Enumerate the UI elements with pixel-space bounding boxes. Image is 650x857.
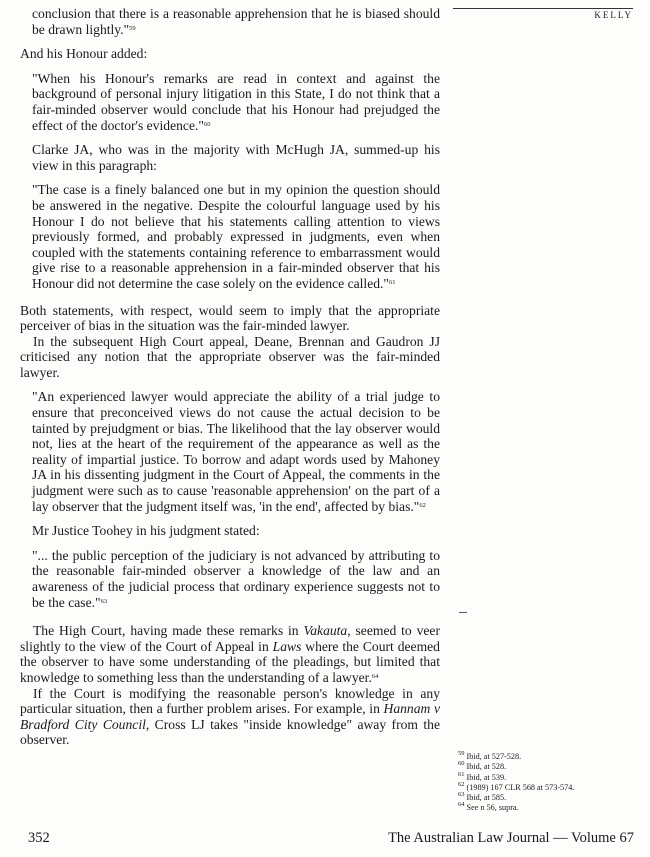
quote-paragraph: conclusion that there is a reasonable apprehension that he is biased should be drawn lightly."$^{59}$ bbox=[32, 6, 440, 37]
body-paragraph: In the subsequent High Court appeal, Deane, Brennan and Gaudron JJ criticised any notion that the appropriate observer was the fair-minded lawyer. bbox=[20, 333, 440, 380]
quote-paragraph: "The case is a finely balanced one but in my opinion the question should be answered in the negative. Despite the colourful language used by his Honour I do not believe that his statements calling attention to views previously formed, and probably expressed in judgments, even when coupled with the statements containing reference to embarrassment would give rise to a reasonable apprehension in a fair-minded observer that his Honour did not determine the case solely on the evidence called."$^{61}$ bbox=[32, 182, 440, 291]
quote-paragraph: "... the public perception of the judiciary is not advanced by attributing to the reasonable fair-minded observer a knowledge of the law and an awareness of the judicial process that ordinary experience suggests not to be the case."$^{63}$ bbox=[32, 547, 440, 610]
quote-paragraph: "An experienced lawyer would appreciate the ability of a trial judge to ensure that preconceived views do not cause the actual decision to be tainted by prejudgment or bias. The likelihood that the lay observer would not, lies at the heart of the requirement of the appearance as well as the reality of impartial justice. To borrow and adapt words used by Mahoney JA in his dissenting judgment in the Court of Appeal, the comments in the judgment were such as to cause 'reasonable apprehension' on the part of a lay observer that the judgment itself was, 'in the end', affected by bias."$^{62}$ bbox=[32, 389, 440, 514]
body-paragraph: The High Court, having made these remarks in Vakauta, seemed to veer slightly to the view of the Court of Appeal in Laws where the Court deemed the observer to have some understanding of the pleadings, but limited that knowledge to something less than the understanding of a lawyer.$^{64}$ bbox=[20, 623, 440, 685]
body-paragraph: Clarke JA, who was in the majority with McHugh JA, summed-up his view in this paragraph: bbox=[32, 142, 440, 173]
margin-mark bbox=[459, 612, 467, 613]
footnote: $^{59}$ Ibid, at 527-528. bbox=[458, 750, 522, 761]
running-head: KELLY bbox=[594, 10, 633, 20]
footnote-ref: 61 bbox=[388, 278, 396, 286]
footnote: $^{64}$ See n 56, supra. bbox=[458, 801, 519, 813]
footnote-ref: 63 bbox=[100, 597, 108, 605]
body-paragraph: Mr Justice Toohey in his judgment stated: bbox=[32, 523, 260, 539]
body-paragraph: And his Honour added: bbox=[20, 46, 148, 62]
page-number: 352 bbox=[28, 830, 50, 846]
footnote: $^{63}$ Ibid, at 585. bbox=[458, 791, 507, 803]
quote-paragraph: "When his Honour's remarks are read in context and against the background of personal injury litigation in this State, I do not think that a fair-minded observer would conclude that his Honour had prejudged the effect of the doctor's evidence."$^{60}$ bbox=[32, 70, 440, 133]
body-paragraph: If the Court is modifying the reasonable person's knowledge in any particular situation, then a further problem arises. For example, in Hannam v Bradford City Council, Cross LJ takes "inside knowledge" away from the observer. bbox=[20, 685, 440, 748]
footnote: $^{62}$ (1989) 167 CLR 568 at 573-574. bbox=[458, 780, 575, 792]
footnote-ref: 62 bbox=[419, 501, 426, 509]
article-body bbox=[20, 6, 440, 748]
running-head-rule bbox=[453, 8, 633, 9]
journal-title: The Australian Law Journal — Volume 67 bbox=[388, 830, 634, 846]
footnote: $^{60}$ Ibid, at 528. bbox=[458, 760, 507, 772]
footnote-ref: 64 bbox=[371, 672, 379, 680]
body-paragraph: Both statements, with respect, would seem to imply that the appropriate perceiver of bias in the situation was the fair-minded lawyer. bbox=[20, 302, 440, 334]
footnote-ref: 59 bbox=[129, 24, 136, 32]
footnote-ref: 60 bbox=[203, 120, 211, 128]
footnote: $^{61}$ Ibid, at 539. bbox=[458, 770, 507, 782]
footnotes bbox=[458, 752, 643, 814]
